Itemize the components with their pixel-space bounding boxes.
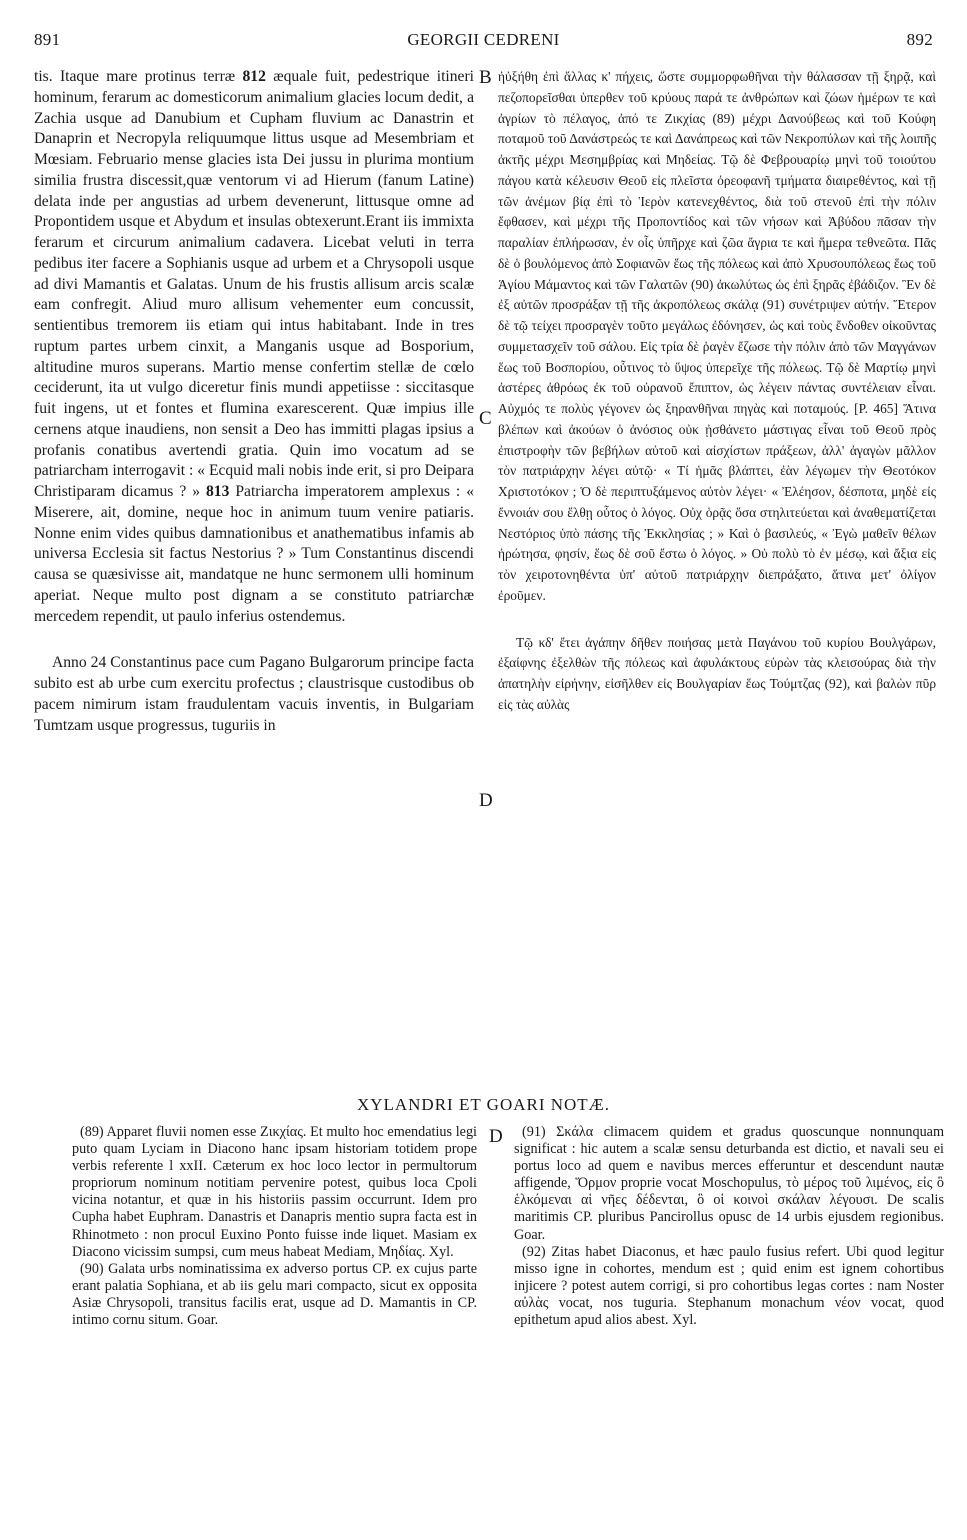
notes-title: XYLANDRI ET GOARI NOTÆ. — [356, 1095, 611, 1114]
margin-letter-d-notes: D — [489, 1126, 503, 1147]
latin-paragraph-1: tis. Itaque mare protinus terræ 812 æquale fuit, pedestrique itineri hominum, ferarum ac domesticorum animalium glacies locum dedit, a Zachia usque ad Danubium et Cupham fluvium ac Danastrin et Danaprin et Necropyla reliquumque littus usque ad Mesembriam et Mœsiam. Februario mense glacies ista Dei jussu in plurima montium similia frustra discessit,quæ ventorum vi ad Hierum (fanum Latine) delata inde per angustias ad urbem devenerunt, littusque omne ad Propontidem usque et Abydum et insulas obtexerunt.Erant iis immixta ferarum et circurum animalium cadavera. Licebat veluti in terra pedibus iter facere a Sophianis usque ad urbem et a Chrysopoli usque ad divi Mamantis et Galatas. Unum de his frustis allisum arcis scalæ eam confregit. Aliud muro allisum vehementer eum concussit, sentientibus tremorem iis etiam qui intus habitabant. Inde in tres ruptum partes urbem cinxit, a Manganis usque ad Bosporium, altitudine muros superans. Martio mense confertim stellæ de cœlo ceciderunt, ita ut vulgo diceretur finis mundi appetiisse : siccitasque fuit ingens, ut et fontes et flumina exarescerent. Quæ impius ille cernens atque inaudiens, non sensit a Deo has immitti plagas ipsius a profanis conatibus avertendi gratia. Quin imo vocatum ad se patriarcham interrogavit : « Ecquid mali nobis inde erit, si pro Deipara Christiparam dicamus ? » 813 Patriarcha imperatorem amplexus : « Miserere, ait, domine, neque hoc in animum tuum venire patiaris. Nonne enim vides quibus damnationibus et anathematibus infamis ab universa Ecclesia sit factus Nestorius ? » Tum Constantinus discendi causa se quæsivisse ait, mandatque ne hunc sermonem ulli hominum aperiat. Neque multo post dignam a se constituto patriarchæ mercedem rependit, ut paulo inferius ostendemus. — [34, 68, 474, 625]
note-91: (91) Σκάλα climacem quidem et gradus quoscunque nonnunquam significat : hic autem a scalæ sensu deturbanda est dictio, et navali seu ei portus loco ad quem e navibus merces efferuntur et descendunt nautæ affigende, Ὅρμον proprie vocat Moschopulus, τὸ μέρος τοῦ λιμένος, εἰς ὃ ἑλκόμεναι αἱ νῆες δέδενται, ὃ οἱ κοινοὶ σκάλαν λέγουσι. De scalis maritimis CP. pluribus Pancirollus opusc de 14 urbis ejusdem regionibus. Goar. — [514, 1124, 944, 1243]
notes-right-column — [514, 1124, 944, 1329]
section-number: 813 — [205, 483, 230, 500]
note-90: (90) Galata urbs nominatissima ex adverso portus CP. ex cujus parte erant palatia Sophiana, et ab iis gelu mari compacto, sicut ex opposita Asiæ Chrysopoli, transitus facilis erat, usque ad D. Mamantis in CP. intimo cornu situm. Goar. — [72, 1260, 477, 1329]
latin-column — [34, 67, 474, 736]
margin-letter-c: C — [479, 408, 492, 429]
running-header — [34, 30, 933, 58]
notes-left-column — [72, 1124, 477, 1329]
greek-paragraph-2: Τῷ κδ' ἔτει ἀγάπην δῆθεν ποιήσας μετὰ Παγάνου τοῦ κυρίου Βουλγάρων, ἐξαίφνης ἐξελθὼν τῆς πόλεως καὶ ἀφυλάκτους εὑρὼν τὰς κλεισούρας διὰ τὴν ἀπατηλὴν εἰρήνην, εἰσῆλθεν εἰς Βουλγαρίαν ἕως Τούμτζας (92), καὶ βαλὼν πῦρ εἰς τὰς αὐλὰς — [498, 634, 936, 712]
note-92: (92) Zitas habet Diaconus, et hæc paulo fusius refert. Ubi quod legitur misso igne in cohortes, mendum est ; quid enim est ignem cohortibus injicere ? potest autem corrigi, si pro cohortibus legas cortes : nam Noster αὐλὰς vocat, nos tuguria. Stephanum monachum νέον vocat, quod epithetum apud alios abest. Xyl. — [514, 1243, 944, 1329]
page-number-left: 891 — [34, 30, 61, 49]
page-number-right: 892 — [906, 30, 933, 49]
section-number: 812 — [242, 68, 266, 85]
greek-column — [498, 67, 936, 716]
greek-paragraph-1: ἠὐξήθη ἐπὶ ἄλλας κ' πήχεις, ὥστε συμμορφωθῆναι τὴν θάλασσαν τῇ ξηρᾷ, καὶ πεζοπορεῖσθαι ὑπερθεν τοῦ κρύους παρά τε ἀνθρώπων καὶ ζώων ἡμέρων τε καὶ ἀγρίων τὸ πέλαγος, ἀπό τε Ζικχίας (89) μέχρι Δανούβεως καὶ τοῦ Κούφη ποταμοῦ τοῦ Δανάστρεώς τε καὶ Δανάπρεως καὶ τῶν Νεκροπύλων καὶ τῆς λοιπῆς ἀκτῆς μέχρι Μεσημβρίας καὶ Μηδείας. Τῷ δὲ Φεβρουαρίῳ μηνὶ τοῦ τοιούτου πάγου κατὰ κέλευσιν Θεοῦ εἰς πλεῖστα ὀρεοφανῆ τμήματα διαιρεθέντος, καὶ τῇ τῶν ἀνέμων βίᾳ ἐπὶ τὸ Ἱερὸν κατενεχθέντος, διὰ τοῦ στενοῦ ἐπὶ τὴν πόλιν ἔφθασεν, καὶ μέχρι τῆς Προποντίδος καὶ τῶν νήσων καὶ Ἀβύδου πᾶσαν τὴν παραλίαν ἐπλήρωσαν, ἐν οἷς ὑπῆρχε καὶ ζῶα ἄγρια τε καὶ ἥμερα τεθνεῶτα. Πᾶς δὲ ὁ βουλόμενος ἀπὸ Σοφιανῶν ἕως τῆς πόλεως καὶ ἀπὸ Χρυσουπόλεως ἕως τοῦ Ἁγίου Μάμαντος καὶ τῶν Γαλατῶν (90) ἀκωλύτως ὡς ἐπὶ ξηρᾶς ἐβάδιζον. Ἓν δὲ ἐξ αὐτῶν προσράξαν τῇ τῆς ἀκροπόλεως σκάλᾳ (91) συνέτριψεν αὐτήν. Ἕτερον δὲ τῷ τείχει προσραγὲν τοῦτο μεγάλως ἐδόνησεν, ὡς καὶ τοὺς ἔνδοθεν οἰκοῦντας συμμετασχεῖν τοῦ σάλου. Εἰς τρία δὲ ῥαγὲν ἔζωσε τὴν πόλιν ἀπὸ τῶν Μαγγάνων ἕως τοῦ Βοσπορίου, οὗτινος τὸ ὕψος ὑπερεῖχε τῆς πόλεως. Τῷ δὲ Μαρτίῳ μηνὶ ἀστέρες ἀθρόως ἐκ τοῦ οὐρανοῦ ἔπιπτον, ὡς λέγειν πάντας συντέλειαν εἶναι. Αὐχμός τε πολὺς γέγονεν ὡς ξηρανθῆναι πηγὰς καὶ ποταμούς. [P. 465] Ἅτινα βλέπων καὶ ἀκούων ὁ ἀνόσιος οὐκ ᾐσθάνετο μάστιγας εἶναι τοῦ Θεοῦ πρὸς ἐπιστροφὴν τῶν βεβήλων αὐτοῦ καὶ αἰσχίστων πράξεων, ἀλλ' ἀγαγὼν μᾶλλον τὸν πατριάρχην λέγει αὐτῷ· « Τί ἡμᾶς βλάπτει, ἐὰν λέγωμεν τὴν Θεοτόκον Χριστοτόκον ; Ὁ δὲ περιπτυξάμενος αὐτὸν λέγει· « Ἐλέησον, δέσποτα, μηδὲ εἰς ἔννοιάν σου ἔλθῃ οὗτος ὁ λόγος. Οὐχ ὁρᾷς ὅσα στηλιτεύεται καὶ ἀναθεματίζεται Νεστόριος ὑπὸ πάσης τῆς Ἐκκλησίας ; » Καὶ ὁ βασιλεύς, « Ἐγὼ μαθεῖν θέλων ἠρώτησα, φησίν, ἕως δὲ σοῦ ἔστω ὁ λόγος. » Οὐ πολὺ τὸ ἐν μέσῳ, καὶ ἄξια εἰς τὸν χειροτονηθέντα ὑπ' αὐτοῦ πατριάρχην διεπράξατο, ἅτινα μετ' ὀλίγον ἐροῦμεν. — [498, 69, 936, 603]
note-89: (89) Apparet fluvii nomen esse Ζικχίας. Et multo hoc emendatius legi puto quam Lyciam in Diacono hanc ipsam historiam totidem prope verbis referente l xxII. Cæterum ex hoc loco lector in permultorum propriorum nominum notitiam pervenire potest, quibus loca Cpoli vicina notantur, et quæ in his historiis passim occurrunt. Idem pro Cupha habet Euphram. Danastris et Danapris mentio supra facta est in Rhinotmeto : non procul Euxino Ponto fuisse inde liquet. Masiam ex Diacono vicissim sumpsi, cum meus habeat Mediam, Μηδίας. Xyl. — [72, 1124, 477, 1260]
running-title: GEORGII CEDRENI — [407, 30, 560, 49]
margin-letter-b: B — [479, 67, 492, 88]
margin-letter-d: D — [479, 790, 493, 811]
latin-paragraph-2: Anno 24 Constantinus pace cum Pagano Bulgarorum principe facta subito est ab urbe cum exercitu profectus ; claustrisque custodibus ob pacem nimirum istam fraudulentam vacuis inventis, in Bulgariam Tumtzam usque progressus, tuguriis in — [34, 654, 474, 734]
